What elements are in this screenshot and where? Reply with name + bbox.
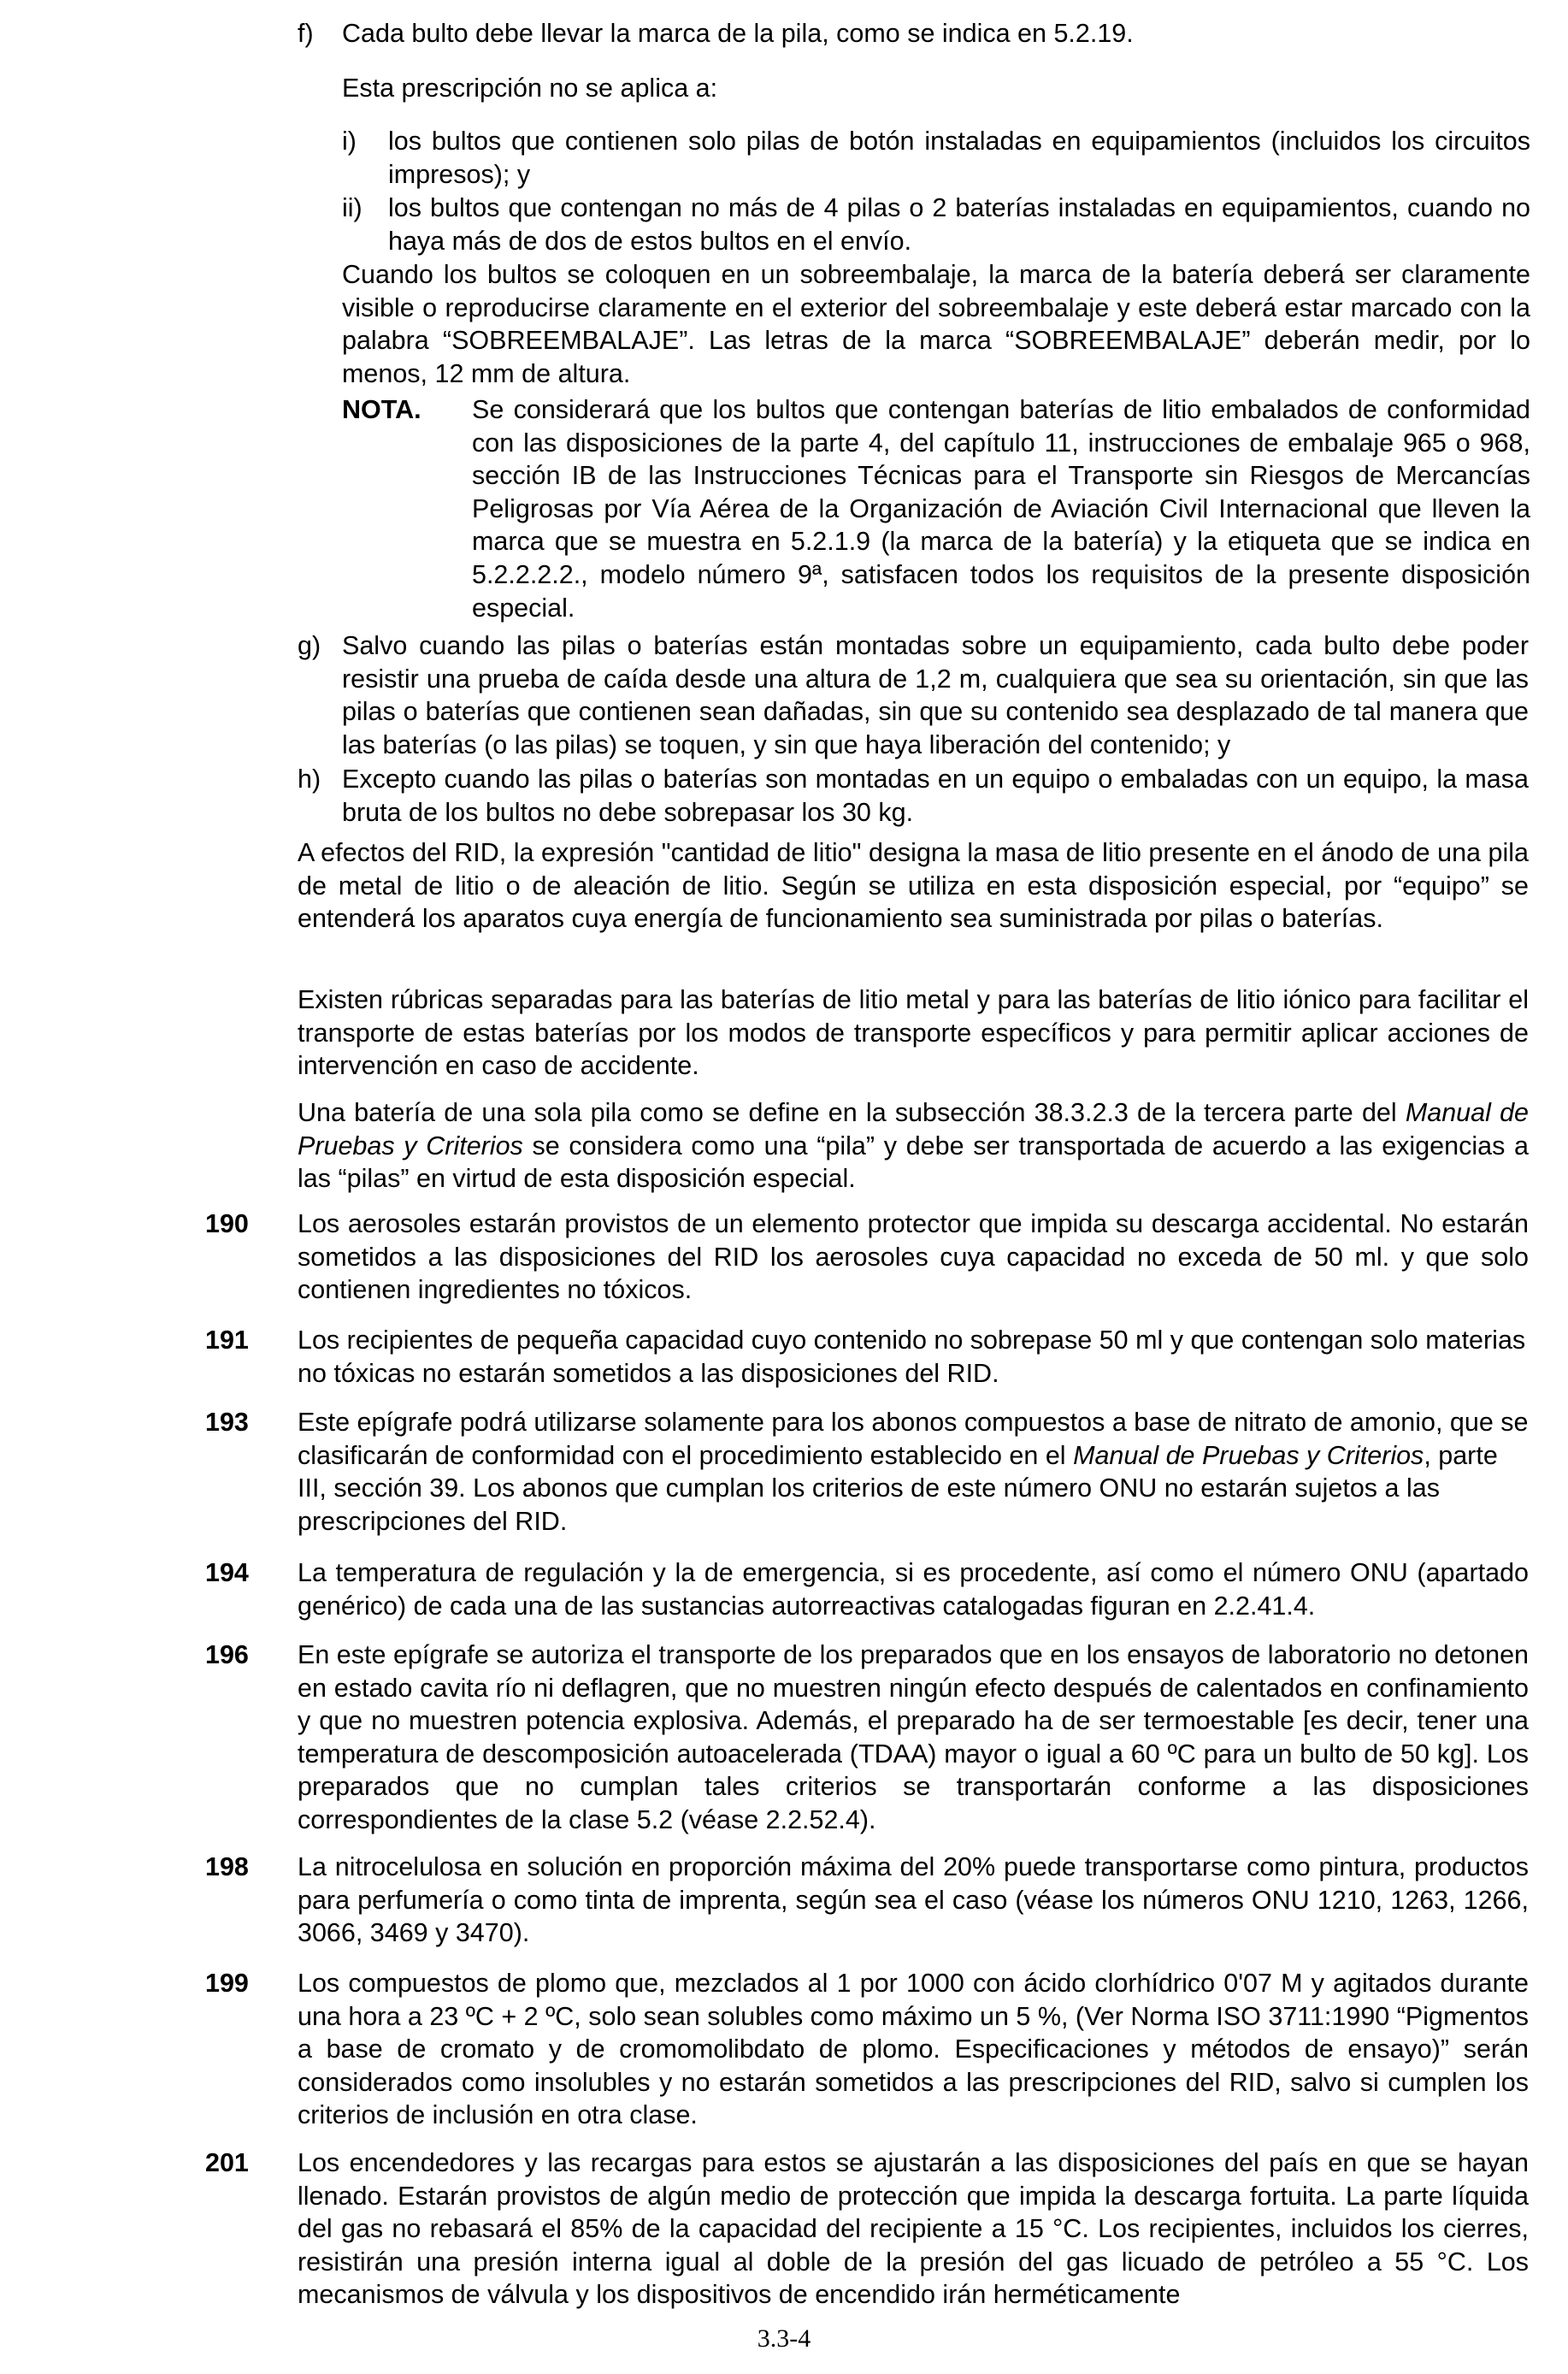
provision-number: 199 [205, 1969, 249, 1998]
single-cell-text-before: Una batería de una sola pila como se define en la subsección 38.3.2.3 de la tercera parte del [298, 1098, 1406, 1127]
item-f-marker: f) [298, 19, 314, 48]
item-h-marker: h) [298, 765, 321, 794]
provision-193-text-after: , parte III, sección 39. Los abonos que cumplan los criterios de este número ONU no estarán sujetos a las prescripciones del RID. [298, 1440, 1498, 1536]
provision-number: 191 [205, 1326, 249, 1355]
rid-paragraph: A efectos del RID, la expresión "cantidad de litio" designa la masa de litio presente en el ánodo de una pila de metal de litio o de aleación de litio. Según se utiliza en esta disposición especial, por “equipo” se entenderá los aparatos cuya energía de funcionamiento sea suministrada por pilas o baterías. [298, 838, 1529, 934]
rubricas-paragraph: Existen rúbricas separadas para las baterías de litio metal y para las baterías de litio iónico para facilitar el transporte de estas baterías por los modos de transporte específicos y para permitir aplicar acciones de intervención en caso de accidente. [298, 985, 1529, 1081]
provision-text: Los aerosoles estarán provistos de un elemento protector que impida su descarga accidental. No estarán sometidos a las disposiciones del RID los aerosoles cuya capacidad no exceda de 50 ml. y que solo contienen ingredientes no tóxicos. [298, 1209, 1529, 1305]
provision-193 [0, 1406, 1568, 1538]
provision-193-text-before: Este epígrafe podrá utilizarse solamente para los abonos compuestos a base de nitrato de amonio, que se clasificarán de conformidad con el procedimiento establecido en el [298, 1408, 1529, 1470]
item-g-marker: g) [298, 631, 321, 660]
provision-number: 198 [205, 1852, 249, 1881]
sub-item-ii-text: los bultos que contengan no más de 4 pilas o 2 baterías instaladas en equipamientos, cuando no haya más de dos de estos bultos en el envío. [388, 193, 1530, 256]
note-block [342, 393, 1530, 624]
provision-text: Los encendedores y las recargas para estos se ajustarán a las disposiciones del país en que se hayan llenado. Estarán provistos de algún medio de protección que impida la descarga fortuita. La parte líquida del gas no rebasará el 85% de la capacidad del recipiente a 15 °C. Los recipientes, incluidos los cierres, resistirán una presión interna igual al doble de la presión del gas licuado de petróleo a 55 °C. Los mecanismos de válvula y los dispositivos de encendido irán herméticamente [298, 2148, 1529, 2310]
provision-201 [0, 2147, 1568, 2312]
single-cell-text-after: se considera como una “pila” y debe ser transportada de acuerdo a las exigencias a las “pilas” en virtud de esta disposición especial. [298, 1131, 1529, 1194]
provision-number: 190 [205, 1209, 249, 1238]
item-h [298, 763, 1529, 829]
sub-item-i-text: los bultos que contienen solo pilas de botón instaladas en equipamientos (incluidos los circuitos impresos); y [388, 127, 1530, 189]
provision-191 [0, 1324, 1568, 1390]
provision-number: 194 [205, 1558, 249, 1587]
single-cell-paragraph [298, 1096, 1529, 1196]
note-label: NOTA. [342, 395, 421, 424]
sub-item-ii [342, 192, 1530, 257]
provision-text: Los recipientes de pequeña capacidad cuyo contenido no sobrepase 50 ml y que contengan solo materias no tóxicas no estarán sometidos a las disposiciones del RID. [298, 1326, 1526, 1388]
exception-intro: Esta prescripción no se aplica a: [342, 74, 718, 103]
provision-text [298, 1406, 1529, 1538]
item-f-text: Cada bulto debe llevar la marca de la pila, como se indica en 5.2.19. [342, 19, 1134, 48]
sub-item-i [342, 125, 1530, 191]
provision-number: 196 [205, 1640, 249, 1669]
item-h-text: Excepto cuando las pilas o baterías son montadas en un equipo o embaladas con un equipo, la masa bruta de los bultos no debe sobrepasar los 30 kg. [342, 765, 1529, 827]
provision-198 [0, 1851, 1568, 1950]
provision-number: 201 [205, 2148, 249, 2177]
provision-199 [0, 1967, 1568, 2132]
provision-190 [0, 1208, 1568, 1307]
sub-item-ii-marker: ii) [342, 193, 363, 222]
note-text: Se considerará que los bultos que contengan baterías de litio embalados de conformidad con las disposiciones de la parte 4, del capítulo 11, instrucciones de embalaje 965 o 968, sección IB de las Instrucciones Técnicas para el Transporte sin Riesgos de Mercancías Peligrosas por Vía Aérea de la Organización de Aviación Civil Internacional que lleven la marca que se muestra en 5.2.1.9 (la marca de la batería) y la etiqueta que se indica en 5.2.2.2.2., modelo número 9ª, satisfacen todos los requisitos de la presente disposición especial. [472, 395, 1530, 623]
overpack-paragraph: Cuando los bultos se coloquen en un sobreembalaje, la marca de la batería deberá ser claramente visible o reproducirse claramente en el exterior del sobreembalaje y este deberá estar marcado con la palabra “SOBREEMBALAJE”. Las letras de la marca “SOBREEMBALAJE” deberán medir, por lo menos, 12 mm de altura. [342, 260, 1530, 388]
provision-text: La temperatura de regulación y la de emergencia, si es procedente, así como el número ONU (apartado genérico) de cada una de las sustancias autorreactivas catalogadas figuran en 2.2.41.4. [298, 1558, 1529, 1621]
provision-number: 193 [205, 1408, 249, 1437]
provision-text: La nitrocelulosa en solución en proporción máxima del 20% puede transportarse como pintura, productos para perfumería o como tinta de imprenta, según sea el caso (véase los números ONU 1210, 1263, 1266, 3066, 3469 y 3470). [298, 1852, 1529, 1948]
provision-194 [0, 1556, 1568, 1622]
page-number: 3.3-4 [757, 2324, 811, 2353]
provision-196 [0, 1639, 1568, 1837]
single-cell-manual-title: Manual de Pruebas y Criterios [298, 1098, 1529, 1160]
item-g-text: Salvo cuando las pilas o baterías están montadas sobre un equipamiento, cada bulto debe poder resistir una prueba de caída desde una altura de 1,2 m, cualquiera que sea su orientación, sin que las pilas o baterías que contienen sean dañadas, sin que su contenido sea desplazado de tal manera que las baterías (o las pilas) se toquen, y sin que haya liberación del contenido; y [342, 631, 1529, 759]
provision-text: En este epígrafe se autoriza el transporte de los preparados que en los ensayos de laboratorio no detonen en estado cavita río ni deflagren, que no muestren ningún efecto después de calentados en confinamiento y que no muestren potencia explosiva. Además, el preparado ha de ser termoestable [es decir, tener una temperatura de descomposición autoacelerada (TDAA) mayor o igual a 60 ºC para un bulto de 50 kg]. Los preparados que no cumplan tales criterios se transportarán conforme a las disposiciones correspondientes de la clase 5.2 (véase 2.2.52.4). [298, 1640, 1529, 1834]
provision-193-manual-title: Manual de Pruebas y Criterios [1073, 1440, 1424, 1470]
item-f [298, 17, 1529, 50]
item-g [298, 629, 1529, 761]
sub-item-i-marker: i) [342, 127, 357, 156]
provision-text: Los compuestos de plomo que, mezclados al 1 por 1000 con ácido clorhídrico 0'07 M y agitados durante una hora a 23 ºC + 2 ºC, solo sean solubles como máximo un 5 %, (Ver Norma ISO 3711:1990 “Pigmentos a base de cromato y de cromomolibdato de plomo. Especificaciones y métodos de ensayo)” serán considerados como insolubles y no estarán sometidos a las prescripciones del RID, salvo si cumplen los criterios de inclusión en otra clase. [298, 1969, 1529, 2130]
